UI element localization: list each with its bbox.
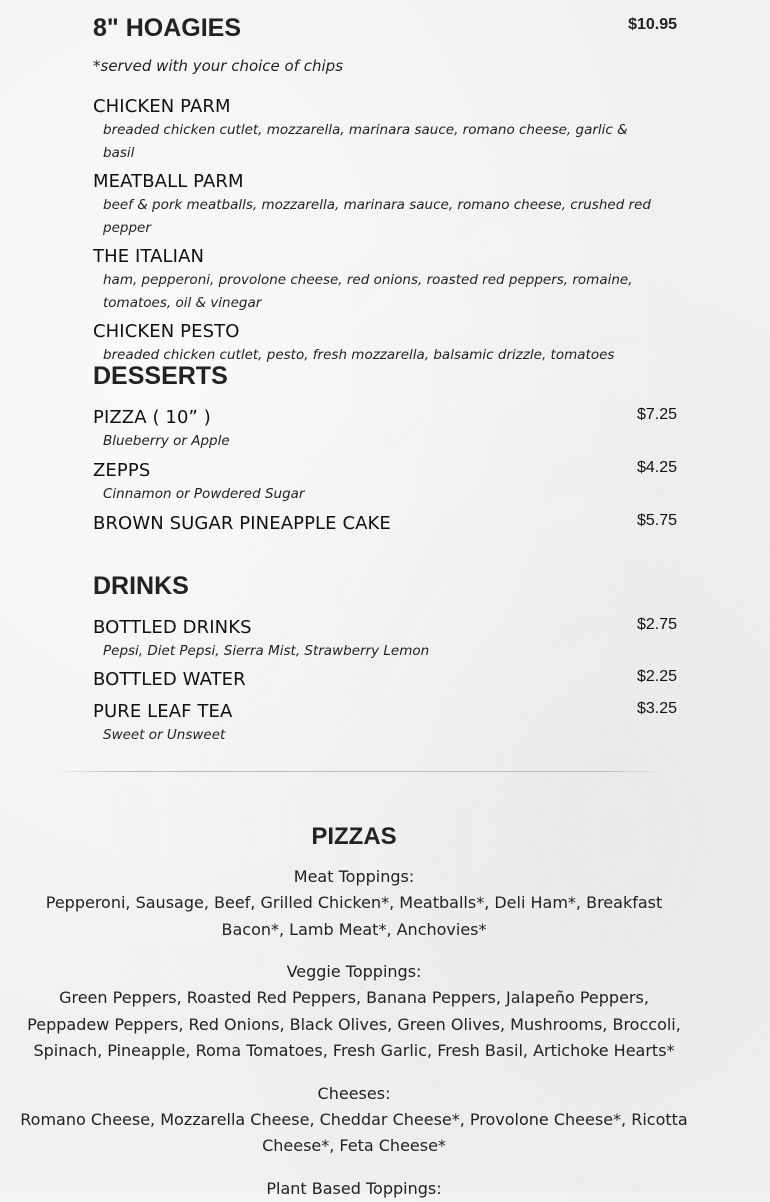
item-description: breaded chicken cutlet, mozzarella, marinara sauce, romano cheese, garlic & basil bbox=[103, 122, 628, 161]
veggie-toppings-list: Green Peppers, Roasted Red Peppers, Banana Peppers, Jalapeño Peppers, Peppadew Peppers, Red Onions, Black Olives, Green Olives, Mushrooms, Broccoli, Spinach, Pineapple, Roma Tomatoes, Fresh Garlic, Fresh Basil, Artichoke Hearts* bbox=[27, 988, 681, 1060]
item-price: $3.25 bbox=[636, 700, 677, 717]
meat-toppings-list: Pepperoni, Sausage, Beef, Grilled Chicken*, Meatballs*, Deli Ham*, Breakfast Bacon*, Lamb Meat*, Anchovies* bbox=[45, 893, 663, 939]
plant-based-toppings-label: Plant Based Toppings: bbox=[266, 1178, 442, 1198]
menu-item-meatball-parm bbox=[93, 170, 677, 240]
item-name: BOTTLED DRINKS bbox=[93, 617, 252, 638]
item-name: BOTTLED WATER bbox=[93, 669, 246, 690]
menu-item-chicken-pesto bbox=[93, 320, 677, 367]
hoagies-note: *served with your choice of chips bbox=[93, 57, 344, 75]
item-price: $7.25 bbox=[636, 406, 677, 423]
item-name: CHICKEN PARM bbox=[93, 96, 231, 117]
menu-item-bottled-drinks bbox=[93, 616, 677, 663]
item-description: Cinnamon or Powdered Sugar bbox=[103, 486, 305, 502]
menu-item-the-italian bbox=[93, 245, 677, 315]
item-name: PURE LEAF TEA bbox=[93, 701, 233, 722]
hoagies-price: $10.95 bbox=[628, 16, 677, 33]
desserts-title: DESSERTS bbox=[93, 362, 228, 390]
drinks-section bbox=[93, 571, 677, 747]
menu-item-pure-leaf-tea bbox=[93, 700, 677, 747]
item-price: $4.25 bbox=[636, 459, 677, 476]
hoagies-header bbox=[93, 13, 677, 43]
menu-item-zepps bbox=[93, 459, 677, 506]
veggie-toppings-label: Veggie Toppings: bbox=[286, 962, 422, 981]
cheeses-label: Cheeses: bbox=[317, 1083, 391, 1103]
item-name: MEATBALL PARM bbox=[93, 171, 244, 192]
item-description: Blueberry or Apple bbox=[103, 433, 230, 449]
cheeses-list: Romano Cheese, Mozzarella Cheese, Cheddar Cheese*, Provolone Cheese*, Ricotta Cheese*, Feta Cheese* bbox=[20, 1109, 688, 1155]
item-name: CHICKEN PESTO bbox=[93, 321, 240, 342]
item-description: Sweet or Unsweet bbox=[103, 727, 226, 743]
menu-item-pizza bbox=[93, 406, 677, 453]
item-description: breaded chicken cutlet, pesto, fresh mozzarella, balsamic drizzle, tomatoes bbox=[103, 347, 615, 363]
item-price: $2.75 bbox=[636, 616, 677, 633]
item-price: $2.25 bbox=[636, 668, 677, 685]
menu-item-brown-sugar-pineapple-cake bbox=[93, 512, 677, 536]
item-description: Pepsi, Diet Pepsi, Sierra Mist, Strawberry Lemon bbox=[103, 643, 430, 659]
item-name: BROWN SUGAR PINEAPPLE CAKE bbox=[93, 513, 391, 534]
hoagies-title: 8" HOAGIES bbox=[93, 14, 241, 42]
item-name: PIZZA ( 10” ) bbox=[93, 407, 211, 428]
pizzas-section bbox=[20, 820, 688, 1202]
item-name: THE ITALIAN bbox=[93, 246, 205, 267]
menu-item-bottled-water bbox=[93, 668, 677, 692]
drinks-title: DRINKS bbox=[93, 572, 189, 600]
section-divider bbox=[55, 771, 667, 772]
item-name: ZEPPS bbox=[93, 460, 151, 481]
hoagies-section bbox=[93, 13, 677, 367]
menu-item-chicken-parm bbox=[93, 95, 677, 165]
item-description: beef & pork meatballs, mozzarella, marinara sauce, romano cheese, crushed red pepper bbox=[103, 197, 651, 236]
item-price: $5.75 bbox=[636, 512, 677, 529]
item-description: ham, pepperoni, provolone cheese, red onions, roasted red peppers, romaine, tomatoes, oil & vinegar bbox=[103, 272, 633, 311]
pizzas-title: PIZZAS bbox=[311, 823, 397, 850]
desserts-section bbox=[93, 361, 677, 536]
meat-toppings-label: Meat Toppings: bbox=[293, 867, 415, 886]
